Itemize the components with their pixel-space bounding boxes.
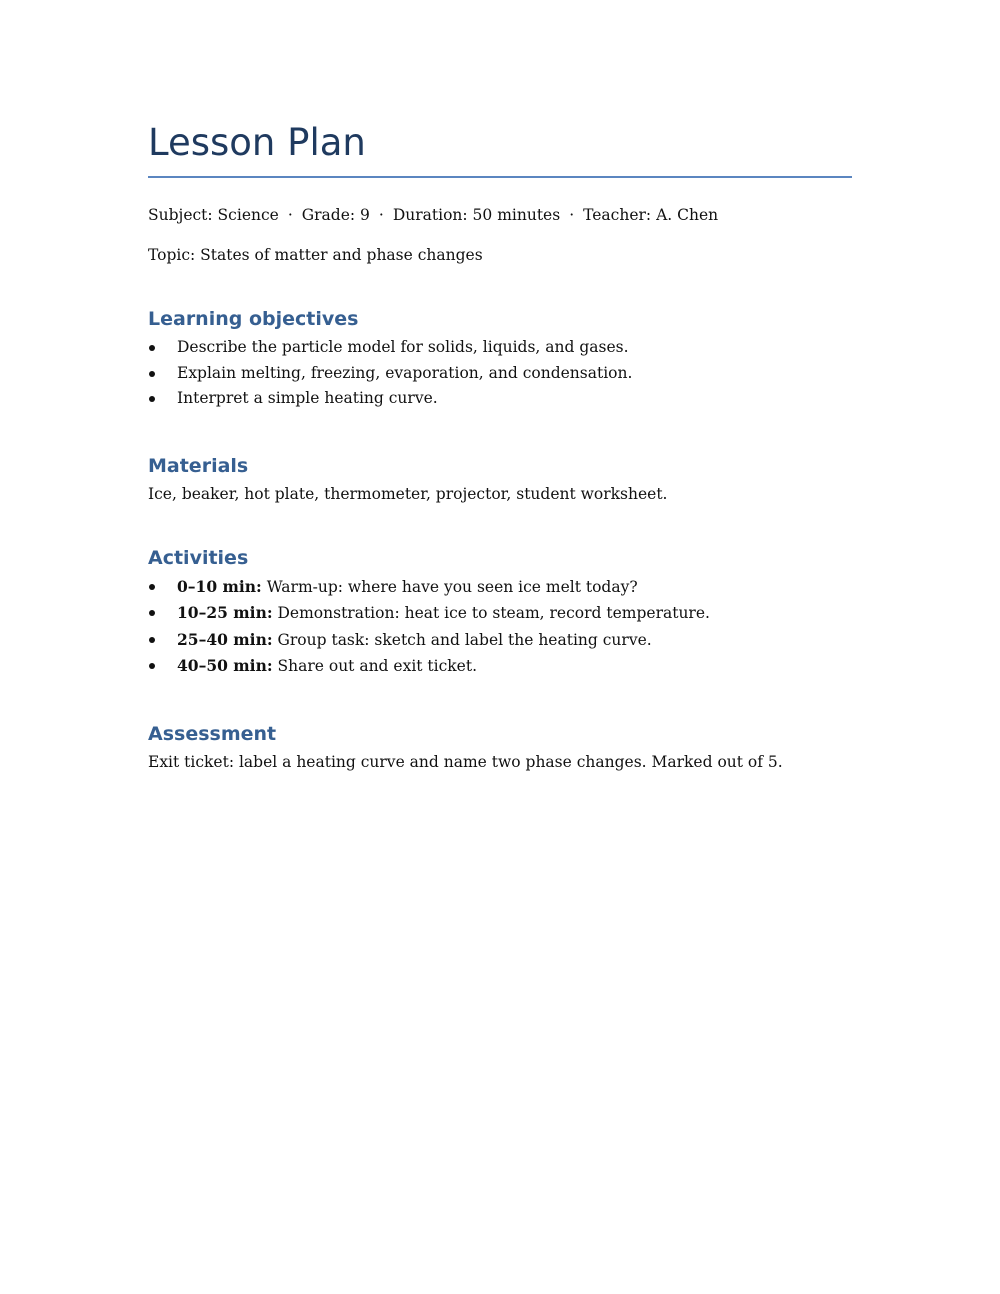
materials-text: Ice, beaker, hot plate, thermometer, projector, student worksheet. <box>148 484 668 503</box>
lesson-topic: Topic: States of matter and phase changes <box>148 246 483 264</box>
bullet-icon <box>149 610 155 616</box>
page-title: Lesson Plan <box>148 118 852 178</box>
assessment-heading: Assessment <box>148 722 277 745</box>
activity-time: 0–10 min: <box>177 576 262 596</box>
activity-text: Group task: sketch and label the heating curve. <box>272 630 652 649</box>
activity-time: 10–25 min: <box>177 603 273 622</box>
activities-heading: Activities <box>148 546 249 569</box>
meta-teacher: Teacher: A. Chen <box>583 206 719 224</box>
list-item <box>148 335 852 361</box>
bullet-icon <box>149 345 155 351</box>
list-item <box>148 361 852 387</box>
activity-time: 25–40 min: <box>177 629 273 649</box>
meta-grade: Grade: 9 <box>301 206 370 224</box>
list-item <box>148 653 852 680</box>
meta-separator: · <box>378 206 384 224</box>
meta-separator: · <box>287 206 293 224</box>
lesson-meta <box>148 205 852 225</box>
materials-section <box>148 454 852 504</box>
objective-text: Explain melting, freezing, evaporation, and condensation. <box>177 363 633 382</box>
bullet-icon <box>149 584 155 590</box>
bullet-icon <box>149 396 155 402</box>
materials-heading: Materials <box>148 454 249 477</box>
assessment-text: Exit ticket: label a heating curve and name two phase changes. Marked out of 5. <box>148 752 783 771</box>
activities-list <box>148 574 852 680</box>
objectives-heading: Learning objectives <box>148 308 359 330</box>
bullet-icon <box>149 371 155 377</box>
objective-text: Describe the particle model for solids, liquids, and gases. <box>177 338 629 356</box>
activity-text: Demonstration: heat ice to steam, record temperature. <box>272 604 710 622</box>
list-item <box>148 386 852 412</box>
activities-section <box>148 546 852 680</box>
objectives-section <box>148 307 852 412</box>
meta-subject: Subject: Science <box>148 206 279 224</box>
meta-separator: · <box>569 206 575 224</box>
activity-time: 40–50 min: <box>177 656 273 675</box>
assessment-section <box>148 722 852 772</box>
bullet-icon <box>149 637 155 643</box>
document-body <box>148 118 852 772</box>
meta-duration: Duration: 50 minutes <box>392 206 561 224</box>
list-item <box>148 574 852 601</box>
list-item <box>148 627 852 654</box>
objectives-list <box>148 335 852 412</box>
objective-text: Interpret a simple heating curve. <box>177 389 438 407</box>
activity-text: Share out and exit ticket. <box>272 657 478 675</box>
bullet-icon <box>149 663 155 669</box>
list-item <box>148 600 852 627</box>
activity-text: Warm-up: where have you seen ice melt today? <box>261 577 638 596</box>
